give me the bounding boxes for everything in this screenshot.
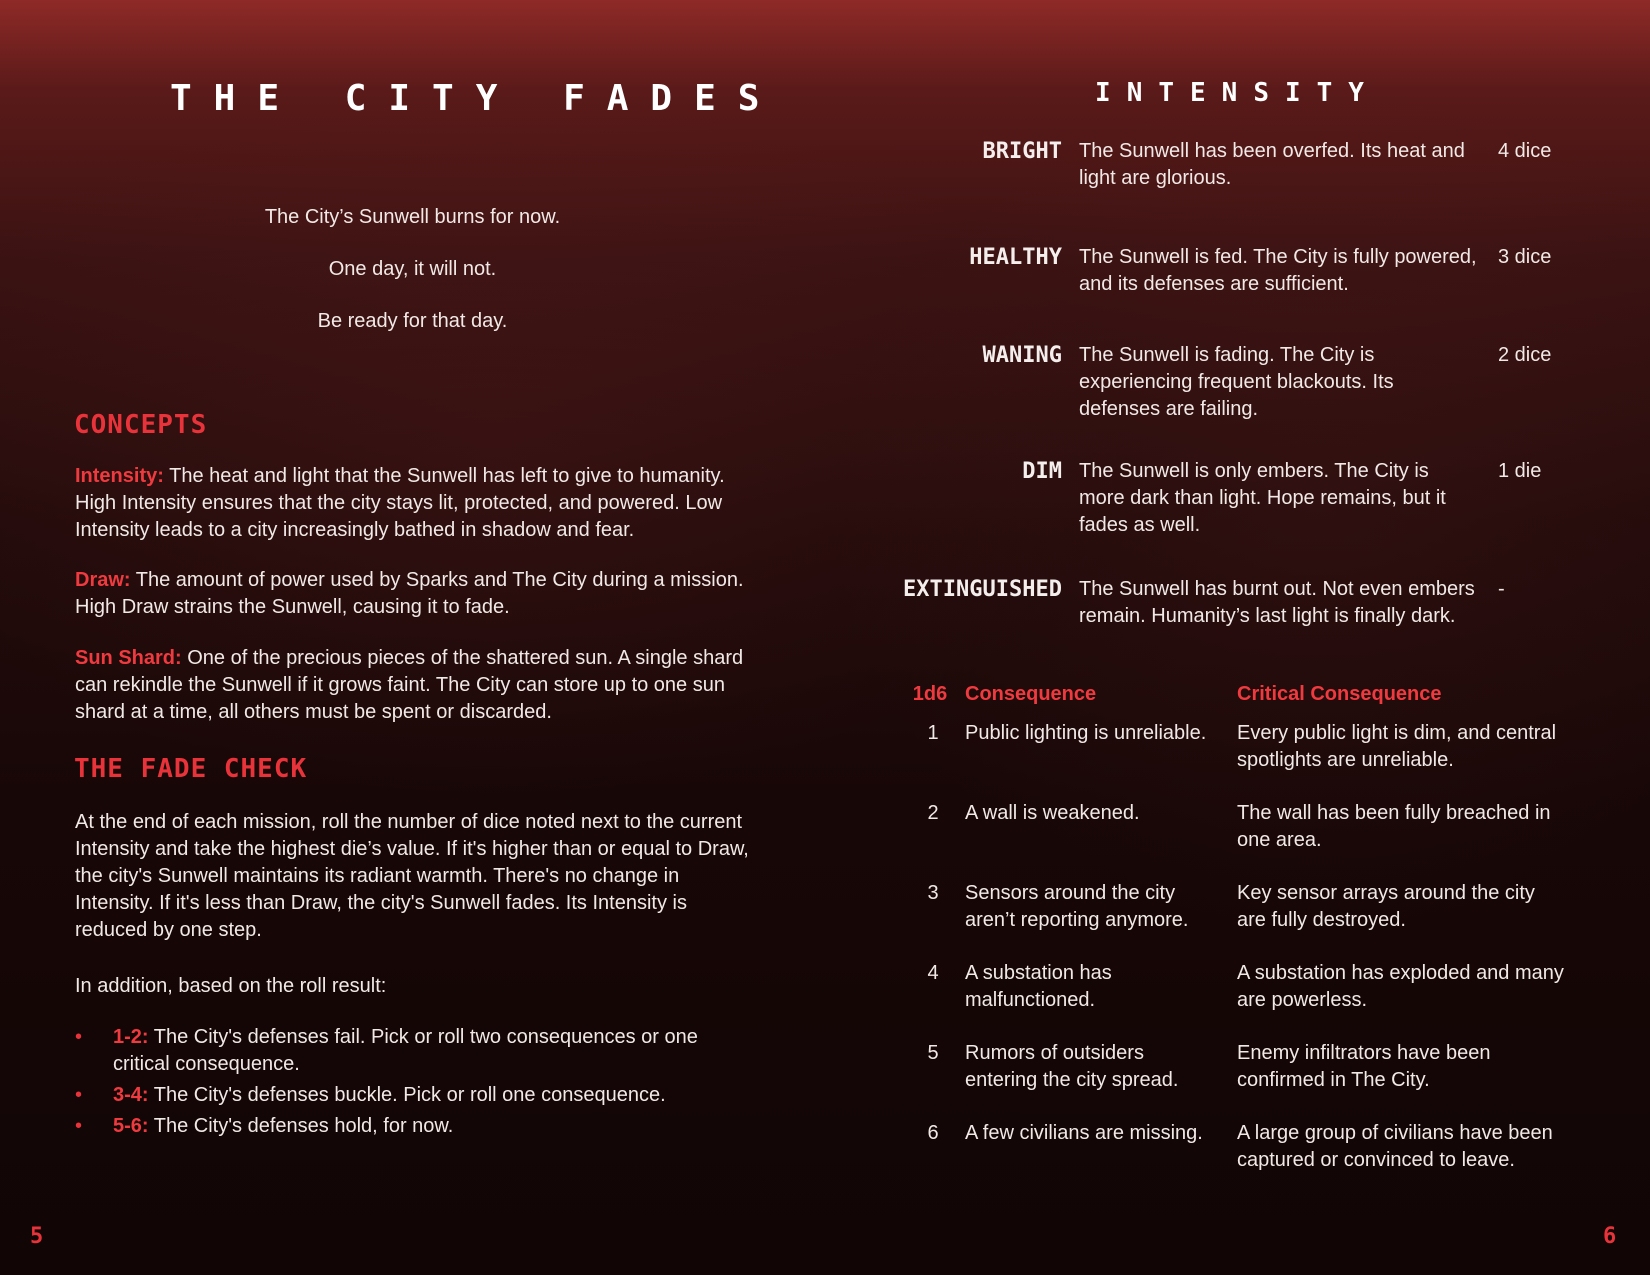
concept-term: Draw: — [75, 569, 131, 591]
fade-check-paragraph: At the end of each mission, roll the number of dice noted next to the current Intensity and take the highest die’s value. If it's higher than or equal to Draw, the city's Sunwell maintains its radiant warmth. There's no change in Intensity. If it's less than Draw, the city's Sunwell fades. Its Intensity is reduced by one step. — [75, 811, 749, 941]
roll-number: 3 — [927, 882, 939, 904]
intro-line: Be ready for that day. — [317, 310, 508, 332]
roll-result-list — [75, 1024, 755, 1144]
fade-check-heading: THE FADE CHECK — [74, 754, 308, 784]
list-item — [75, 1113, 755, 1140]
level-dice: 1 die — [1498, 460, 1542, 482]
concept-term: Sun Shard: — [75, 647, 182, 669]
intro-line: One day, it will not. — [328, 258, 497, 280]
header-consequence: Consequence — [965, 683, 1097, 705]
consequence-cell: A few civilians are missing. — [965, 1122, 1203, 1144]
roll-number: 6 — [927, 1122, 939, 1144]
intro-line: The City’s Sunwell burns for now. — [264, 206, 561, 228]
header-roll: 1d6 — [912, 683, 948, 705]
bullet: • — [75, 1026, 83, 1048]
roll-number: 2 — [927, 802, 939, 824]
concepts-heading: CONCEPTS — [74, 410, 208, 440]
concept-term: Intensity: — [75, 465, 164, 487]
level-description: The Sunwell is fading. The City is experiencing frequent blackouts. Its defenses are failing. — [1079, 344, 1394, 420]
page-number: 6 — [1603, 1224, 1617, 1249]
critical-cell: Every public light is dim, and central spotlights are unreliable. — [1237, 722, 1557, 771]
right-page — [825, 0, 1650, 1275]
concept-text: The amount of power used by Sparks and The City during a mission. High Draw strains the Sunwell, causing it to fade. — [75, 569, 744, 618]
critical-cell: The wall has been fully breached in one area. — [1237, 802, 1551, 851]
roll-range: 5-6: — [113, 1115, 149, 1137]
level-description: The Sunwell has been overfed. Its heat and light are glorious. — [1079, 140, 1465, 189]
level-name: DIM — [1022, 459, 1062, 484]
level-name: BRIGHT — [982, 139, 1062, 164]
roll-number: 5 — [927, 1042, 939, 1064]
addition-line: In addition, based on the roll result: — [75, 975, 387, 997]
critical-cell: Enemy infiltrators have been confirmed in The City. — [1237, 1042, 1491, 1091]
page-title: THE CITY FADES — [170, 78, 782, 119]
concept-text: One of the precious pieces of the shattered sun. A single shard can rekindle the Sunwell if it grows faint. The City can store up to one sun shard at a time, all others must be spent or discarded. — [75, 647, 744, 723]
consequence-cell: Rumors of outsiders entering the city spread. — [965, 1042, 1179, 1091]
roll-number: 1 — [927, 722, 939, 744]
intro-verse — [0, 206, 825, 362]
critical-cell: Key sensor arrays around the city are fully destroyed. — [1237, 882, 1535, 931]
roll-range: 3-4: — [113, 1084, 149, 1106]
concept-sun-shard — [75, 645, 755, 726]
level-dice: 3 dice — [1498, 246, 1552, 268]
concept-intensity — [75, 463, 755, 544]
consequence-cell: A wall is weakened. — [965, 802, 1140, 824]
roll-number: 4 — [927, 962, 939, 984]
level-dice: 4 dice — [1498, 140, 1552, 162]
level-description: The Sunwell is only embers. The City is more dark than light. Hope remains, but it fades as well. — [1079, 460, 1446, 536]
list-item — [75, 1024, 755, 1078]
concept-text: The heat and light that the Sunwell has left to give to humanity. High Intensity ensures that the city stays lit, protected, and powered. Low Intensity leads to a city increasingly bathed in shadow and fear. — [75, 465, 725, 541]
level-name: EXTINGUISHED — [903, 577, 1062, 602]
level-dice: 2 dice — [1498, 344, 1552, 366]
level-description: The Sunwell is fed. The City is fully powered, and its defenses are sufficient. — [1079, 246, 1477, 295]
intensity-title: INTENSITY — [1095, 78, 1380, 108]
consequence-cell: Public lighting is unreliable. — [965, 722, 1207, 744]
roll-range: 1-2: — [113, 1026, 149, 1048]
level-name: WANING — [982, 343, 1062, 368]
bullet: • — [75, 1115, 83, 1137]
level-dice: - — [1498, 578, 1505, 600]
critical-cell: A large group of civilians have been captured or convinced to leave. — [1237, 1122, 1553, 1171]
consequence-cell: Sensors around the city aren’t reporting anymore. — [965, 882, 1189, 931]
bullet: • — [75, 1084, 83, 1106]
roll-text: The City's defenses buckle. Pick or roll one consequence. — [148, 1084, 666, 1106]
consequence-cell: A substation has malfunctioned. — [965, 962, 1112, 1011]
critical-cell: A substation has exploded and many are powerless. — [1237, 962, 1564, 1011]
level-name: HEALTHY — [969, 245, 1062, 270]
page-number: 5 — [30, 1224, 44, 1249]
list-item — [75, 1082, 755, 1109]
roll-text: The City's defenses hold, for now. — [148, 1115, 454, 1137]
level-description: The Sunwell has burnt out. Not even embers remain. Humanity’s last light is finally dark. — [1079, 578, 1475, 627]
header-critical: Critical Consequence — [1237, 683, 1442, 705]
concept-draw — [75, 567, 755, 621]
roll-text: The City's defenses fail. Pick or roll two consequences or one critical consequence. — [113, 1026, 698, 1075]
